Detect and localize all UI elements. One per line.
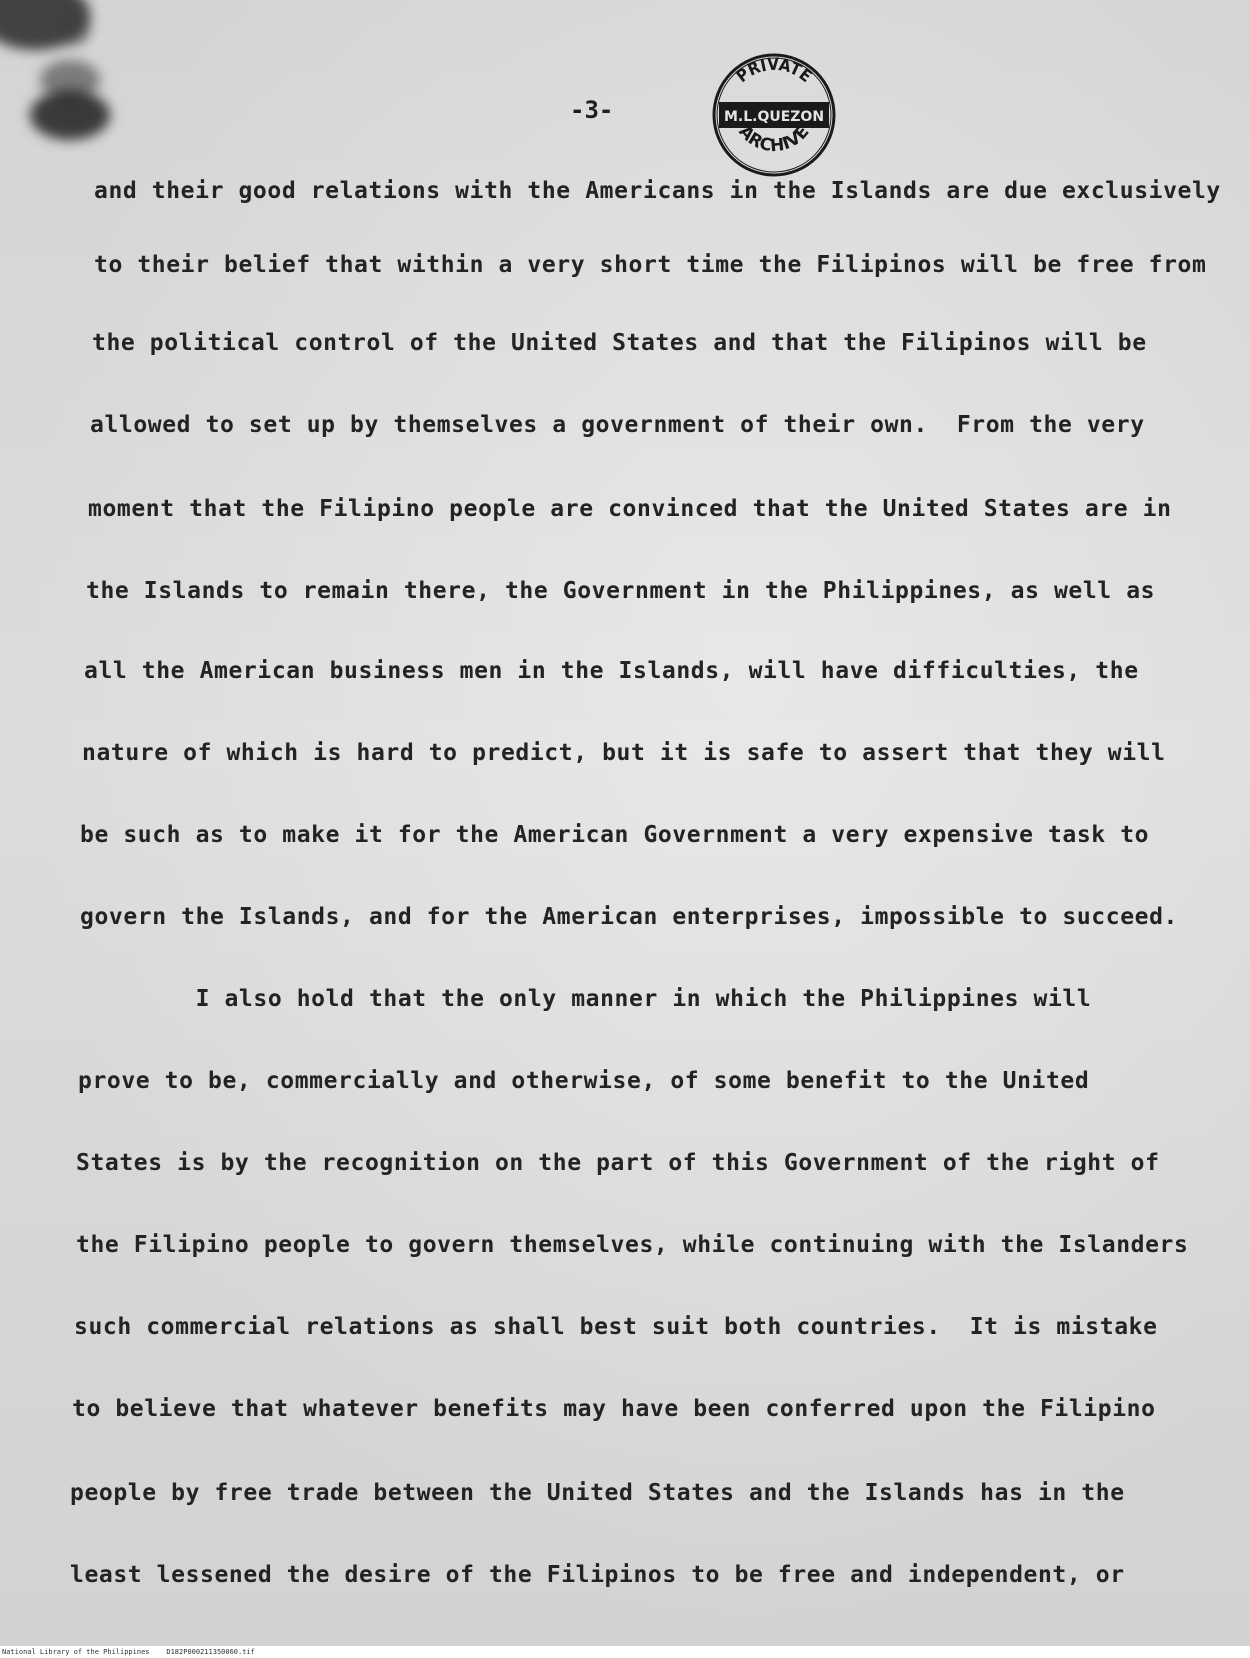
text-line: prove to be, commercially and otherwise, of some benefit to the United [78, 1068, 1090, 1094]
text-line: allowed to set up by themselves a government of their own. From the very [90, 412, 1145, 438]
stamp-bottom-text: ARCHIVE [734, 121, 814, 157]
text-line: I also hold that the only manner in which the Philippines will [80, 986, 1092, 1012]
text-line: to their belief that within a very short time the Filipinos will be free from [94, 252, 1207, 278]
archive-stamp [711, 52, 837, 178]
text-line: govern the Islands, and for the American enterprises, impossible to succeed. [80, 904, 1178, 930]
text-line: people by free trade between the United States and the Islands has in the [70, 1480, 1125, 1506]
text-line: least lessened the desire of the Filipinos to be free and independent, or [70, 1562, 1125, 1588]
stamp-top-text: PRIVATE [732, 54, 816, 87]
footer-library: National Library of the Philippines [2, 1648, 150, 1656]
text-line: to believe that whatever benefits may have been conferred upon the Filipino [72, 1396, 1156, 1422]
page-number: -3- [570, 96, 614, 124]
text-line: moment that the Filipino people are convinced that the United States are in [88, 496, 1172, 522]
text-line: States is by the recognition on the part of this Government of the right of [76, 1150, 1160, 1176]
text-line: and their good relations with the Americans in the Islands are due exclusively [94, 178, 1221, 204]
footer-file-id: D182P000211350060.tif [166, 1648, 255, 1656]
corner-smudge [60, 15, 90, 45]
text-line: nature of which is hard to predict, but it is safe to assert that they will [82, 740, 1166, 766]
text-line: the Filipino people to govern themselves, while continuing with the Islanders [76, 1232, 1189, 1258]
text-line: the Islands to remain there, the Government in the Philippines, as well as [86, 578, 1156, 604]
stamp-center-text: M.L.QUEZON [723, 109, 825, 125]
svg-text:PRIVATE [733, 55, 816, 87]
text-line: all the American business men in the Islands, will have difficulties, the [84, 658, 1139, 684]
text-line: such commercial relations as shall best suit both countries. It is mistake [74, 1314, 1158, 1340]
text-line: be such as to make it for the American Government a very expensive task to [80, 822, 1150, 848]
text-line: the political control of the United States and that the Filipinos will be [92, 330, 1147, 356]
scan-footer [0, 1646, 1250, 1658]
corner-smudge [30, 90, 110, 140]
